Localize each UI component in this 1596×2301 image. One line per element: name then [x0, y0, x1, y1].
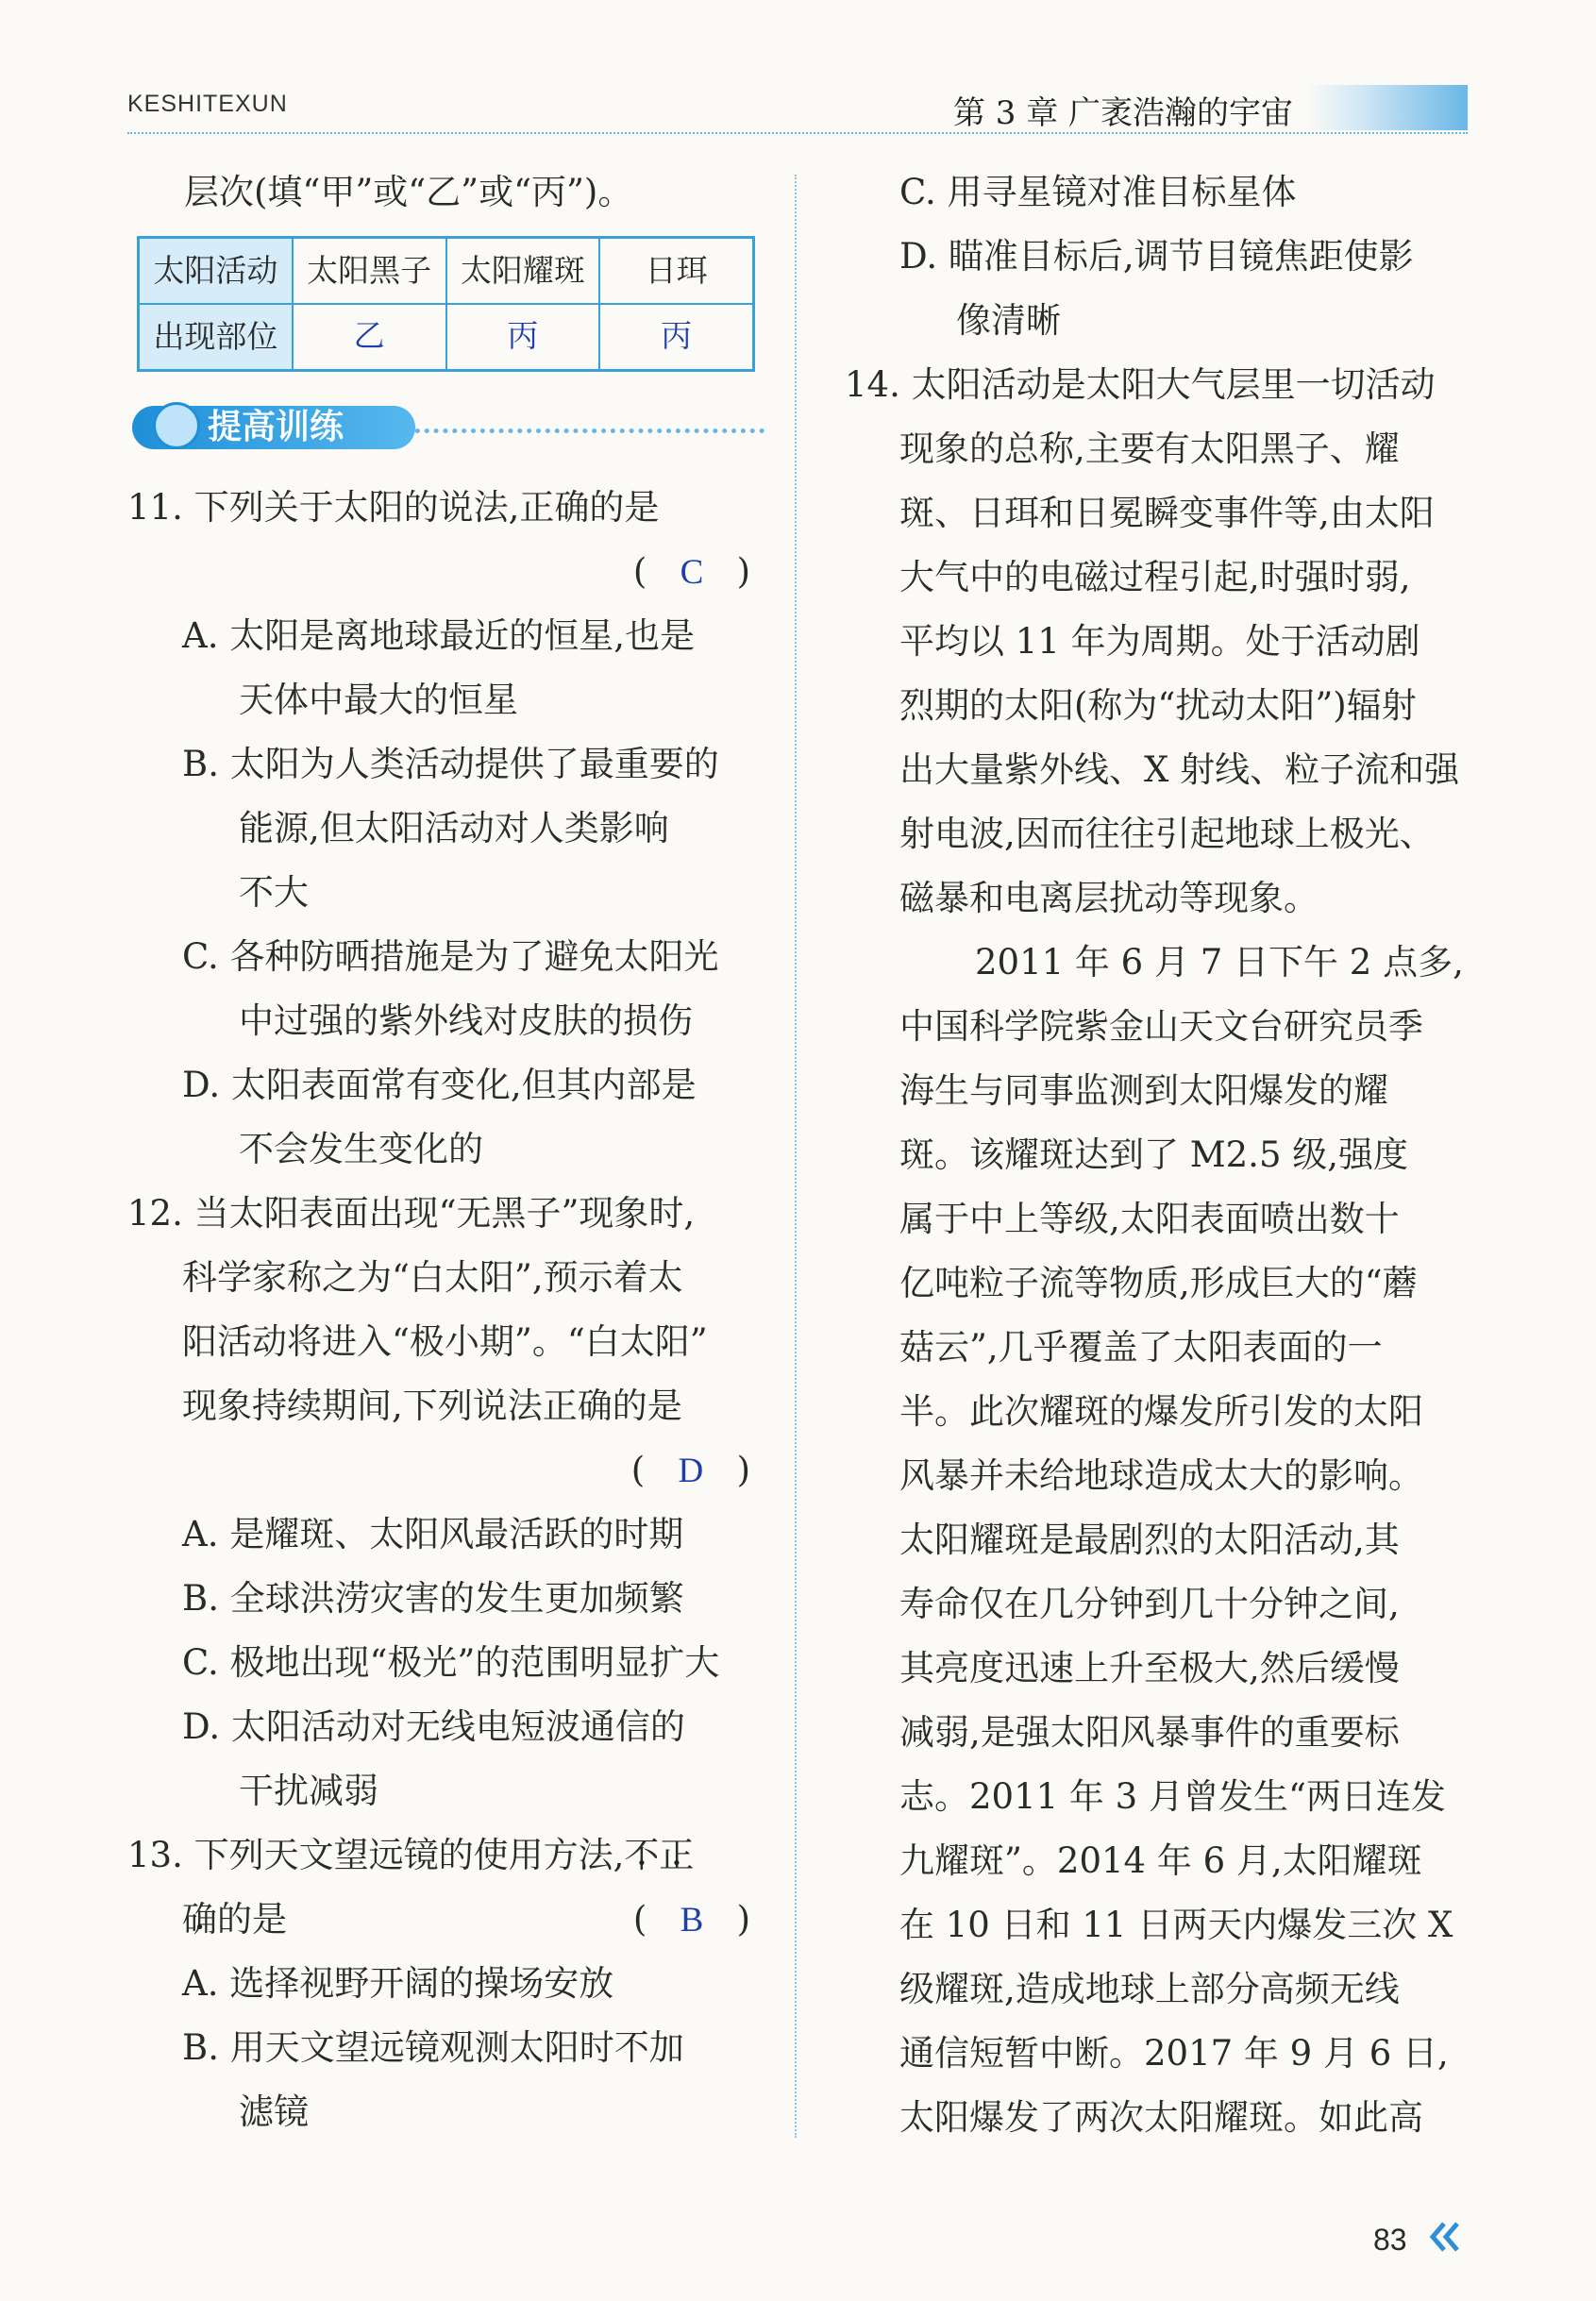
page-number: 83 — [1373, 2223, 1407, 2257]
passage-line: 太阳爆发了两次太阳耀斑。如此高 — [899, 2097, 1423, 2138]
paren-open: ( — [630, 1450, 646, 1490]
option-c: C. 各种防晒措施是为了避免太阳光 — [182, 936, 719, 977]
option-d: D. 瞄准目标后,调节目镜焦距使影 — [899, 236, 1414, 277]
passage-line: 风暴并未给地球造成太大的影响。 — [899, 1455, 1423, 1496]
option-b: B. 用天文望远镜观测太阳时不加 — [182, 2027, 684, 2068]
passage-line: 海生与同事监测到太阳爆发的耀 — [899, 1070, 1388, 1111]
option-d: D. 太阳活动对无线电短波通信的 — [182, 1706, 685, 1747]
answer-slot — [127, 540, 755, 604]
option-d-cont: 干扰减弱 — [239, 1771, 378, 1811]
answer-letter: D — [678, 1452, 704, 1490]
table-cell: 日珥 — [599, 238, 753, 305]
option-a: A. 选择视野开阔的操场安放 — [182, 1963, 614, 2004]
answer-slot — [127, 1438, 755, 1503]
paren-open: ( — [632, 551, 647, 592]
question-stem-cont — [127, 1888, 755, 1952]
table-row — [139, 238, 754, 305]
passage-line: 菇云”,几乎覆盖了太阳表面的一 — [899, 1327, 1383, 1368]
table-answer-cell: 丙 — [599, 304, 753, 371]
passage-line: 平均以 11 年为周期。处于活动剧 — [899, 621, 1420, 662]
passage-line: 通信短暂中断。2017 年 9 月 6 日, — [899, 2033, 1449, 2074]
left-column — [127, 160, 755, 2144]
column-divider — [795, 175, 797, 2138]
question-stem: 14. 太阳活动是太阳大气层里一切活动 — [845, 364, 1436, 405]
option-a-cont: 天体中最大的恒星 — [239, 680, 518, 720]
question-stem-cont: 现象持续期间,下列说法正确的是 — [182, 1386, 682, 1426]
option-b-cont: 滤镜 — [239, 2091, 309, 2132]
passage-line: 射电波,因而往往引起地球上极光、 — [899, 814, 1435, 854]
passage-line: 亿吨粒子流等物质,形成巨大的“蘑 — [899, 1263, 1418, 1303]
question-stem-cont: 科学家称之为“白太阳”,预示着太 — [182, 1257, 683, 1298]
passage-line: 大气中的电磁过程引起,时强时弱, — [899, 557, 1411, 597]
question-stem: 12. 当太阳表面出现“无黑子”现象时, — [127, 1193, 696, 1234]
banner-dotted-line — [406, 428, 764, 433]
option-d-cont: 像清晰 — [956, 300, 1061, 341]
chapter-title: 第 3 章 广袤浩瀚的宇宙 — [953, 94, 1294, 132]
section-banner — [132, 400, 764, 457]
option-a: A. 太阳是离地球最近的恒星,也是 — [182, 615, 696, 656]
paren-open: ( — [632, 1899, 647, 1940]
question-stem — [127, 1823, 755, 1888]
solar-activity-table — [137, 236, 755, 372]
passage-line: 级耀斑,造成地球上部分高频无线 — [899, 1969, 1400, 2009]
question-stem-cont: 阳活动将进入“极小期”。“白太阳” — [182, 1321, 708, 1362]
answer-letter: B — [680, 1901, 704, 1940]
stem-text: 的是 — [217, 1899, 287, 1940]
passage-line: 九耀斑”。2014 年 6 月,太阳耀斑 — [899, 1840, 1422, 1881]
passage-line: 属于中上等级,太阳表面喷出数十 — [899, 1199, 1400, 1239]
emphasis-char: 正 • — [659, 1835, 694, 1875]
header-brand: KESHITEXUN — [127, 91, 288, 117]
paren-close: ) — [736, 1450, 750, 1490]
passage-line: 现象的总称,主要有太阳黑子、耀 — [899, 428, 1400, 469]
header-tab-decoration — [1307, 85, 1468, 130]
passage-line: 中国科学院紫金山天文台研究员季 — [899, 1006, 1423, 1047]
table-cell: 太阳耀斑 — [446, 238, 600, 305]
option-c-cont: 中过强的紫外线对皮肤的损伤 — [239, 1000, 693, 1041]
table-row — [139, 304, 754, 371]
double-chevron-left-icon — [1427, 2218, 1465, 2256]
option-c: C. 用寻星镜对准目标星体 — [899, 172, 1297, 212]
solar-table-wrapper — [137, 236, 755, 372]
stem-text: 13. 下列天文望远镜的使用方法, — [127, 1835, 625, 1875]
answer-slot — [633, 1888, 755, 1953]
passage-line: 斑。该耀斑达到了 M2.5 级,强度 — [899, 1134, 1409, 1175]
option-d-cont: 不会发生变化的 — [239, 1129, 483, 1169]
passage-line: 2011 年 6 月 7 日下午 2 点多, — [975, 942, 1464, 983]
section-title: 提高训练 — [132, 406, 415, 449]
option-b: B. 全球洪涝灾害的发生更加频繁 — [182, 1578, 684, 1619]
passage-line: 减弱,是强太阳风暴事件的重要标 — [899, 1712, 1400, 1753]
question-stem: 11. 下列关于太阳的说法,正确的是 — [127, 487, 660, 528]
option-b-cont: 不大 — [239, 872, 309, 913]
right-column — [845, 160, 1468, 2150]
passage-line: 其亮度迅速上升至极大,然后缓慢 — [899, 1648, 1400, 1688]
paren-close: ) — [736, 1899, 750, 1940]
passage-line: 出大量紫外线、X 射线、粒子流和强 — [899, 749, 1460, 790]
tag-icon — [153, 402, 200, 449]
passage-line: 烈期的太阳(称为“扰动太阳”)辐射 — [899, 685, 1417, 726]
passage-line: 寿命仅在几分钟到几十分钟之间, — [899, 1584, 1400, 1624]
table-header-cell: 出现部位 — [139, 304, 293, 371]
option-b: B. 太阳为人类活动提供了最重要的 — [182, 744, 719, 784]
emphasis-char: 确 • — [182, 1899, 217, 1940]
answer-letter: C — [680, 553, 704, 592]
option-b-cont: 能源,但太阳活动对人类影响 — [239, 808, 669, 848]
table-answer-cell: 乙 — [293, 304, 446, 371]
table-answer-cell: 丙 — [446, 304, 600, 371]
passage-line: 斑、日珥和日冕瞬变事件等,由太阳 — [899, 493, 1435, 533]
header-divider — [127, 132, 1468, 134]
option-a: A. 是耀斑、太阳风最活跃的时期 — [182, 1514, 684, 1554]
option-d: D. 太阳表面常有变化,但其内部是 — [182, 1065, 697, 1105]
table-header-cell: 太阳活动 — [139, 238, 293, 305]
paren-close: ) — [736, 551, 750, 592]
option-c: C. 极地出现“极光”的范围明显扩大 — [182, 1642, 720, 1683]
passage-line: 太阳耀斑是最剧烈的太阳活动,其 — [899, 1520, 1400, 1560]
passage-line: 半。此次耀斑的爆发所引发的太阳 — [899, 1391, 1423, 1432]
passage-line: 磁暴和电离层扰动等现象。 — [899, 878, 1319, 918]
intro-line: 层次(填“甲”或“乙”或“丙”)。 — [184, 172, 633, 212]
table-cell: 太阳黑子 — [293, 238, 446, 305]
passage-line: 志。2011 年 3 月曾发生“两日连发 — [899, 1776, 1446, 1817]
passage-line: 在 10 日和 11 日两天内爆发三次 X — [899, 1905, 1453, 1945]
emphasis-char: 不 • — [624, 1835, 659, 1875]
